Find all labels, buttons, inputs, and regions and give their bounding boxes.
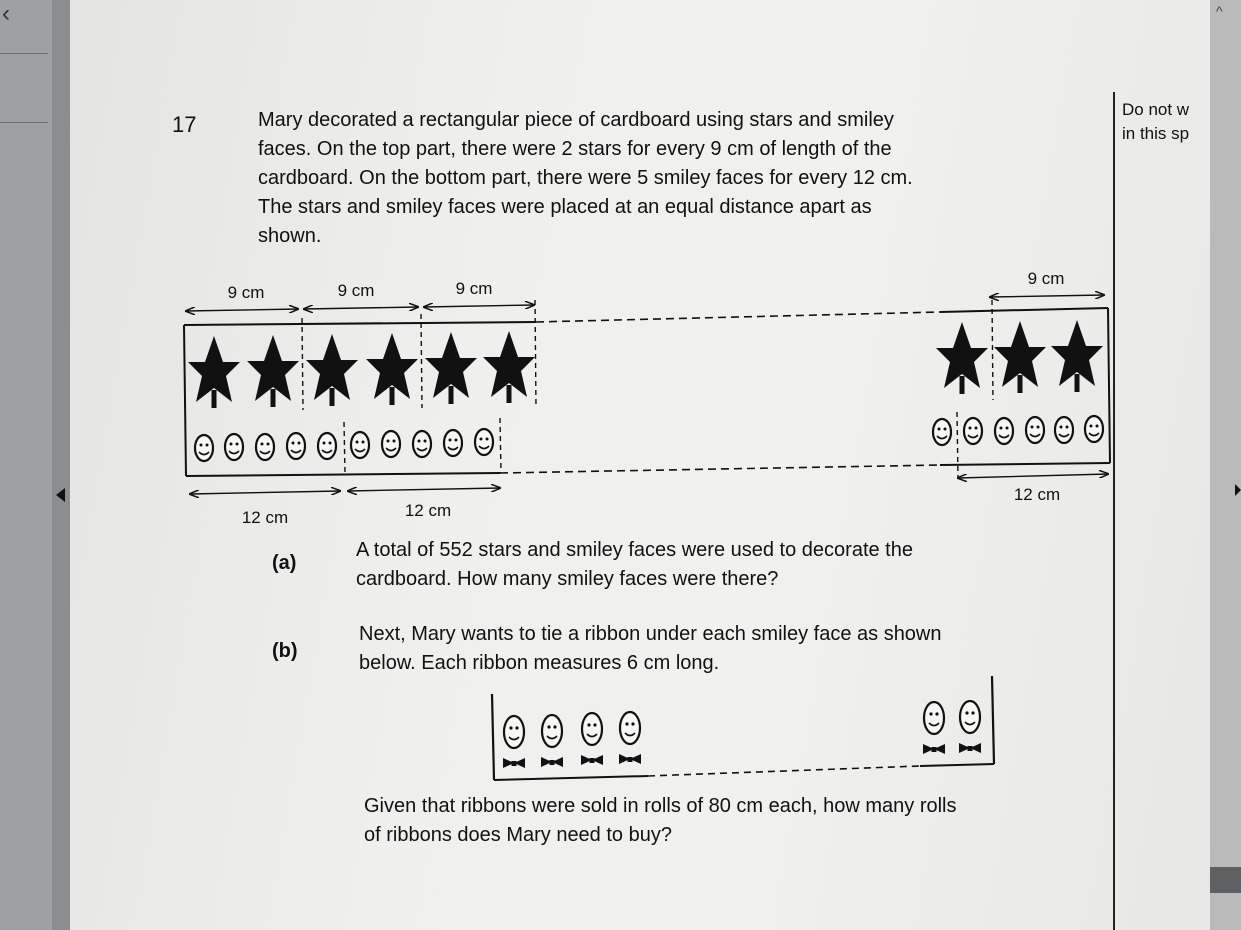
- intro-line: shown.: [258, 225, 322, 247]
- intro-line: faces. On the top part, there were 2 stars for every 9 cm of length of the: [258, 138, 892, 160]
- dimension-arrow: [348, 488, 500, 491]
- star-icon: [936, 322, 988, 394]
- intro-line: The stars and smiley faces were placed at an equal distance apart as: [258, 196, 872, 218]
- smiley-with-ribbon-icon: [581, 713, 603, 765]
- intro-line: cardboard. On the bottom part, there were 5 smiley faces for every 12 cm.: [258, 167, 913, 189]
- dimension-arrow: [186, 309, 298, 311]
- smiley-with-ribbon-icon: [923, 702, 945, 754]
- part-b-followup: [364, 792, 957, 850]
- star-icon: [483, 331, 535, 403]
- smiley-face-icon: [225, 434, 243, 460]
- smiley-with-ribbon-icon: [541, 715, 563, 767]
- scroll-up-icon[interactable]: ^: [1216, 3, 1223, 19]
- smiley-with-ribbon-icon: [503, 716, 525, 768]
- top-dimension-label: 9 cm: [227, 283, 265, 302]
- smiley-face-icon: [933, 419, 951, 445]
- cardboard-edge: [184, 325, 186, 476]
- star-icon: [425, 332, 477, 404]
- smiley-face-icon: [1085, 416, 1103, 442]
- dimension-arrow: [304, 307, 418, 309]
- dimension-arrow: [190, 491, 340, 494]
- back-chevron-icon[interactable]: ‹: [2, 0, 10, 27]
- bottom-right-dimension-label: 12 cm: [1013, 485, 1061, 504]
- star-icon: [366, 333, 418, 405]
- smiley-face-icon: [964, 418, 982, 444]
- ribbon-diagram: [492, 676, 994, 780]
- cardboard-edge: [940, 308, 1108, 312]
- part-a-line: cardboard. How many smiley faces were there?: [356, 568, 779, 590]
- dashed-separator: [421, 314, 422, 408]
- cardboard-edge-dashed: [500, 465, 940, 473]
- intro-line: Mary decorated a rectangular piece of cardboard using stars and smiley: [258, 109, 894, 131]
- part-b-label: (b): [272, 640, 298, 662]
- star-icon: [247, 335, 299, 407]
- smiley-face-icon: [382, 431, 400, 457]
- part-b-followup-line: of ribbons does Mary need to buy?: [364, 824, 672, 846]
- cardboard-edge: [184, 322, 536, 325]
- cardboard-edge: [1108, 308, 1110, 463]
- cardboard-edge: [940, 463, 1110, 465]
- ribbon-board-edge: [494, 776, 648, 780]
- part-b-line: below. Each ribbon measures 6 cm long.: [359, 652, 720, 674]
- smiley-face-icon: [351, 432, 369, 458]
- smiley-face-icon: [256, 434, 274, 460]
- part-a-text: [356, 536, 913, 594]
- dimension-arrow: [990, 295, 1104, 297]
- ribbon-board-edge: [492, 694, 494, 780]
- ribbon-board-edge: [992, 676, 994, 764]
- smiley-face-icon: [195, 435, 213, 461]
- smiley-face-icon: [318, 433, 336, 459]
- smiley-face-icon: [995, 418, 1013, 444]
- smiley-face-icon: [1026, 417, 1044, 443]
- part-b-text: [359, 620, 942, 678]
- part-a-line: A total of 552 stars and smiley faces were used to decorate the: [356, 539, 913, 561]
- smiley-face-icon: [1055, 417, 1073, 443]
- question-number: 17: [172, 112, 197, 137]
- margin-note-line: Do not w: [1122, 100, 1190, 119]
- part-b-line: Next, Mary wants to tie a ribbon under each smiley face as shown: [359, 623, 942, 645]
- star-icon: [306, 334, 358, 406]
- dashed-separator: [992, 300, 993, 400]
- part-b-followup-line: Given that ribbons were sold in rolls of 80 cm each, how many rolls: [364, 795, 957, 817]
- ribbon-board-edge: [920, 764, 994, 766]
- smiley-face-icon: [444, 430, 462, 456]
- smiley-with-ribbon-icon: [959, 701, 981, 753]
- dashed-separator: [957, 412, 958, 478]
- dimension-arrow: [424, 305, 534, 307]
- star-icon: [1051, 320, 1103, 392]
- smiley-with-ribbon-icon: [619, 712, 641, 764]
- bottom-dimension-label: 12 cm: [241, 508, 289, 527]
- top-dimension-label: 9 cm: [337, 281, 375, 300]
- dashed-separator: [535, 300, 536, 408]
- margin-note-line: in this sp: [1122, 124, 1190, 143]
- star-icon: [188, 336, 240, 408]
- cardboard-edge-dashed: [536, 312, 940, 322]
- ribbon-board-edge-dashed: [648, 766, 920, 776]
- smiley-face-icon: [475, 429, 493, 455]
- bottom-dimension-label: 12 cm: [404, 501, 452, 520]
- cardboard-edge: [186, 473, 500, 476]
- dashed-separator: [302, 318, 303, 410]
- dashed-separator: [500, 418, 501, 473]
- smiley-face-icon: [413, 431, 431, 457]
- star-icon: [994, 321, 1046, 393]
- top-dimension-label: 9 cm: [455, 279, 493, 298]
- dashed-separator: [344, 422, 345, 474]
- part-a-label: (a): [272, 552, 297, 574]
- smiley-face-icon: [287, 433, 305, 459]
- dimension-arrow: [958, 474, 1108, 478]
- top-right-dimension-label: 9 cm: [1027, 269, 1065, 288]
